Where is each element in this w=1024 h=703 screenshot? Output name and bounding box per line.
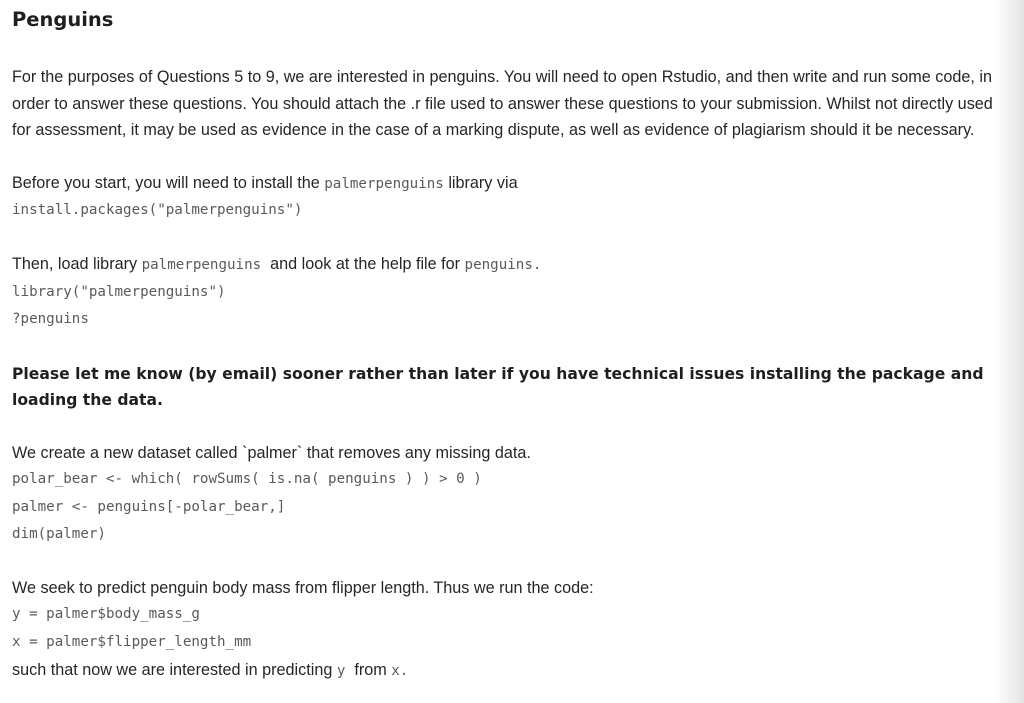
load-instruction	[12, 255, 541, 274]
install-text-after: library via	[443, 174, 518, 192]
code-line: library("palmerpenguins")	[12, 284, 226, 300]
variable-x-inline: x.	[391, 663, 409, 679]
prediction-description: We seek to predict penguin body mass from flipper length. Thus we run the code:	[12, 579, 594, 597]
install-code: install.packages("palmerpenguins")	[12, 202, 303, 218]
code-line: ?penguins	[12, 311, 89, 327]
package-name-inline: palmerpenguins	[141, 257, 262, 273]
intro-paragraph: For the purposes of Questions 5 to 9, we are interested in penguins. You will need to open Rstudio, and then write and run some code, in order to answer these questions. You should attach the .r file used to answer these questions to your submission. Whilst not directly used for assessment, it may be used as evidence in the case of a marking dispute, as well as evidence of plagiarism should it be necessary.	[12, 68, 993, 139]
install-text-before: Before you start, you will need to install the	[12, 174, 325, 192]
code-line: palmer <- penguins[-polar_bear,]	[12, 499, 286, 515]
prediction-closing	[12, 661, 408, 680]
page-edge-shadow	[994, 0, 1024, 703]
closing-text-middle: from	[345, 661, 392, 679]
load-text-middle: and look at the help file for	[261, 255, 465, 273]
help-topic-inline: penguins.	[464, 257, 542, 273]
package-name-inline: palmerpenguins	[324, 176, 444, 192]
code-line: polar_bear <- which( rowSums( is.na( penguins ) ) > 0 )	[12, 471, 482, 487]
technical-issues-notice: Please let me know (by email) sooner rather than later if you have technical issues installing the package and loading the data.	[12, 365, 984, 409]
dataset-description: We create a new dataset called `palmer` that removes any missing data.	[12, 444, 531, 462]
load-text-before: Then, load library	[12, 255, 142, 273]
code-line: y = palmer$body_mass_g	[12, 606, 200, 622]
page-title: Penguins	[12, 8, 114, 31]
code-line: dim(palmer)	[12, 526, 106, 542]
variable-y-inline: y	[336, 663, 346, 679]
install-instruction	[12, 174, 518, 193]
code-line: x = palmer$flipper_length_mm	[12, 634, 252, 650]
closing-text-before: such that now we are interested in predicting	[12, 661, 337, 679]
